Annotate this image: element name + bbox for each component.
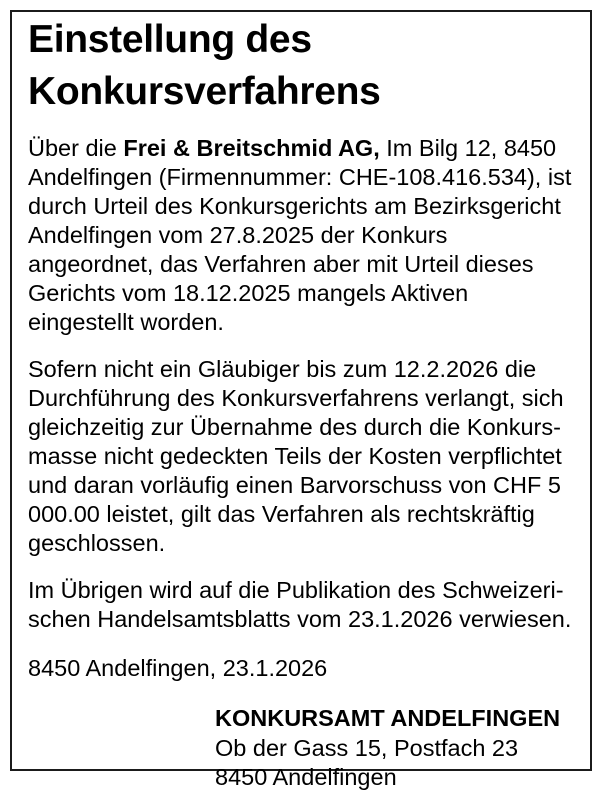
company-name: Frei & Breitschmid AG, [123,135,380,161]
bankruptcy-notice [10,10,592,790]
signature-address-street: Ob der Gass 15, Postfach 23 [215,734,519,761]
paragraph-creditor-deadline: Sofern nicht ein Gläubiger bis zum 12.2.2026 die Durchführung des Konkursverfahrens verlangt, sich gleichzeitig zur Übernahme des durch die Konkursmasse nicht gedeckten Teils der Kosten verpflichtet und daran vorläufig einen Barvorschuss von CHF 5 000.00 leistet, gilt das Verfahren als rechtskräftig geschlossen. [28,356,566,556]
signature-block [215,704,576,793]
signature-office-name: KONKURSAMT ANDELFINGEN [215,705,561,731]
paragraph-publication-reference: Im Übrigen wird auf die Publikation des Schweizerischen Handelsamtsblatts vom 23.1.2026 verwiesen. [28,577,572,632]
notice-title: Einstellung des Konkursverfahrens [28,18,381,113]
paragraph1-rest: Im Bilg 12, 8450 Andelfingen (Firmennummer: CHE-108.416.534), ist durch Urteil des Konkursgerichts am Bezirksgericht Andelfingen vom 27.8.2025 der Konkurs angeordnet, das Verfahren aber mit Urteil dieses Gerichts vom 18.12.2025 mangels Aktiven eingestellt worden. [28,135,572,335]
signature-address-city: 8450 Andelfingen [215,764,397,790]
paragraph-company-details [28,134,576,337]
paragraph1-prefix: Über die [28,135,124,161]
dateline: 8450 Andelfingen, 23.1.2026 [28,655,328,681]
